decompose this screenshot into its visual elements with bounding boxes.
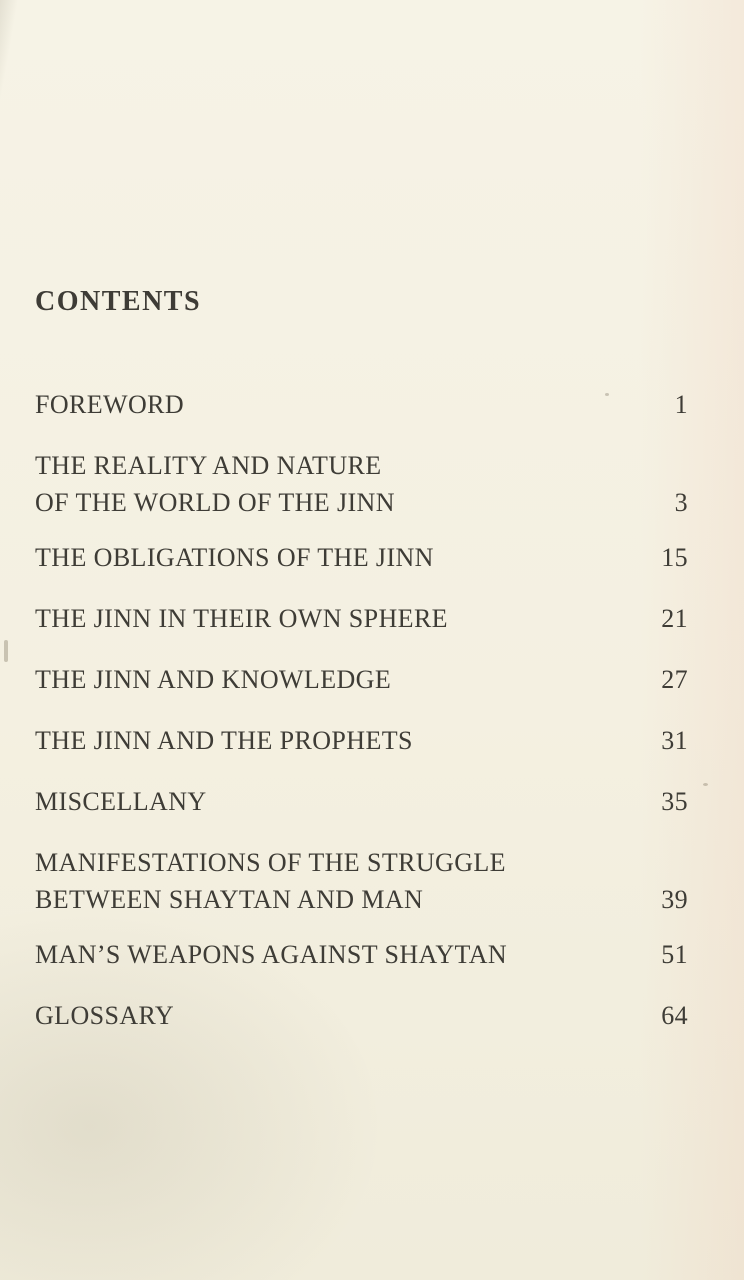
toc-entry (35, 783, 688, 820)
toc-entry-page: 31 (661, 726, 688, 755)
toc-entry-page: 27 (661, 665, 688, 694)
scan-speckle (605, 393, 609, 396)
toc-entry-label (35, 539, 434, 576)
toc-entry-line: OF THE WORLD OF THE JINN (35, 488, 395, 517)
toc-entry-line: MISCELLANY (35, 787, 207, 816)
toc-entry-line: MANIFESTATIONS OF THE STRUGGLE (35, 848, 506, 877)
toc-entry-label (35, 447, 395, 521)
toc-entry-line: BETWEEN SHAYTAN AND MAN (35, 885, 424, 914)
toc-entry-page: 21 (661, 604, 688, 633)
toc-entry-line: MAN’S WEAPONS AGAINST SHAYTAN (35, 940, 508, 969)
toc-entry-label (35, 936, 507, 973)
toc-entry-page: 3 (674, 488, 688, 517)
toc-entry-label (35, 661, 391, 698)
toc-list (35, 386, 688, 1034)
toc-entry-page: 15 (661, 543, 688, 572)
toc-entry-label (35, 386, 184, 423)
toc-entry-page: 64 (661, 1001, 688, 1030)
toc-entry-line: FOREWORD (35, 390, 185, 419)
toc-entry (35, 722, 688, 759)
toc-entry (35, 997, 688, 1034)
toc-entry (35, 844, 688, 918)
scan-speckle (4, 640, 8, 662)
toc-entry-page: 39 (661, 885, 688, 914)
toc-entry-label (35, 844, 506, 918)
toc-entry-line: GLOSSARY (35, 1001, 175, 1030)
contents-heading: CONTENTS (35, 286, 202, 317)
toc-entry-label (35, 722, 413, 759)
toc-entry-line: THE REALITY AND NATURE (35, 451, 382, 480)
toc-entry (35, 936, 688, 973)
toc-entry-line: THE JINN AND THE PROPHETS (35, 726, 413, 755)
toc-entry (35, 539, 688, 576)
toc-entry-line: THE OBLIGATIONS OF THE JINN (35, 543, 434, 572)
toc-entry (35, 447, 688, 521)
toc-entry-page: 51 (661, 940, 688, 969)
toc-entry-label (35, 600, 448, 637)
toc-entry-page: 1 (674, 390, 688, 419)
toc-entry (35, 661, 688, 698)
toc-entry (35, 600, 688, 637)
toc-entry-label (35, 997, 174, 1034)
toc-entry (35, 386, 688, 423)
toc-entry-label (35, 783, 207, 820)
toc-entry-line: THE JINN AND KNOWLEDGE (35, 665, 392, 694)
toc-entry-line: THE JINN IN THEIR OWN SPHERE (35, 604, 448, 633)
scan-speckle (703, 783, 708, 786)
toc-entry-page: 35 (661, 787, 688, 816)
